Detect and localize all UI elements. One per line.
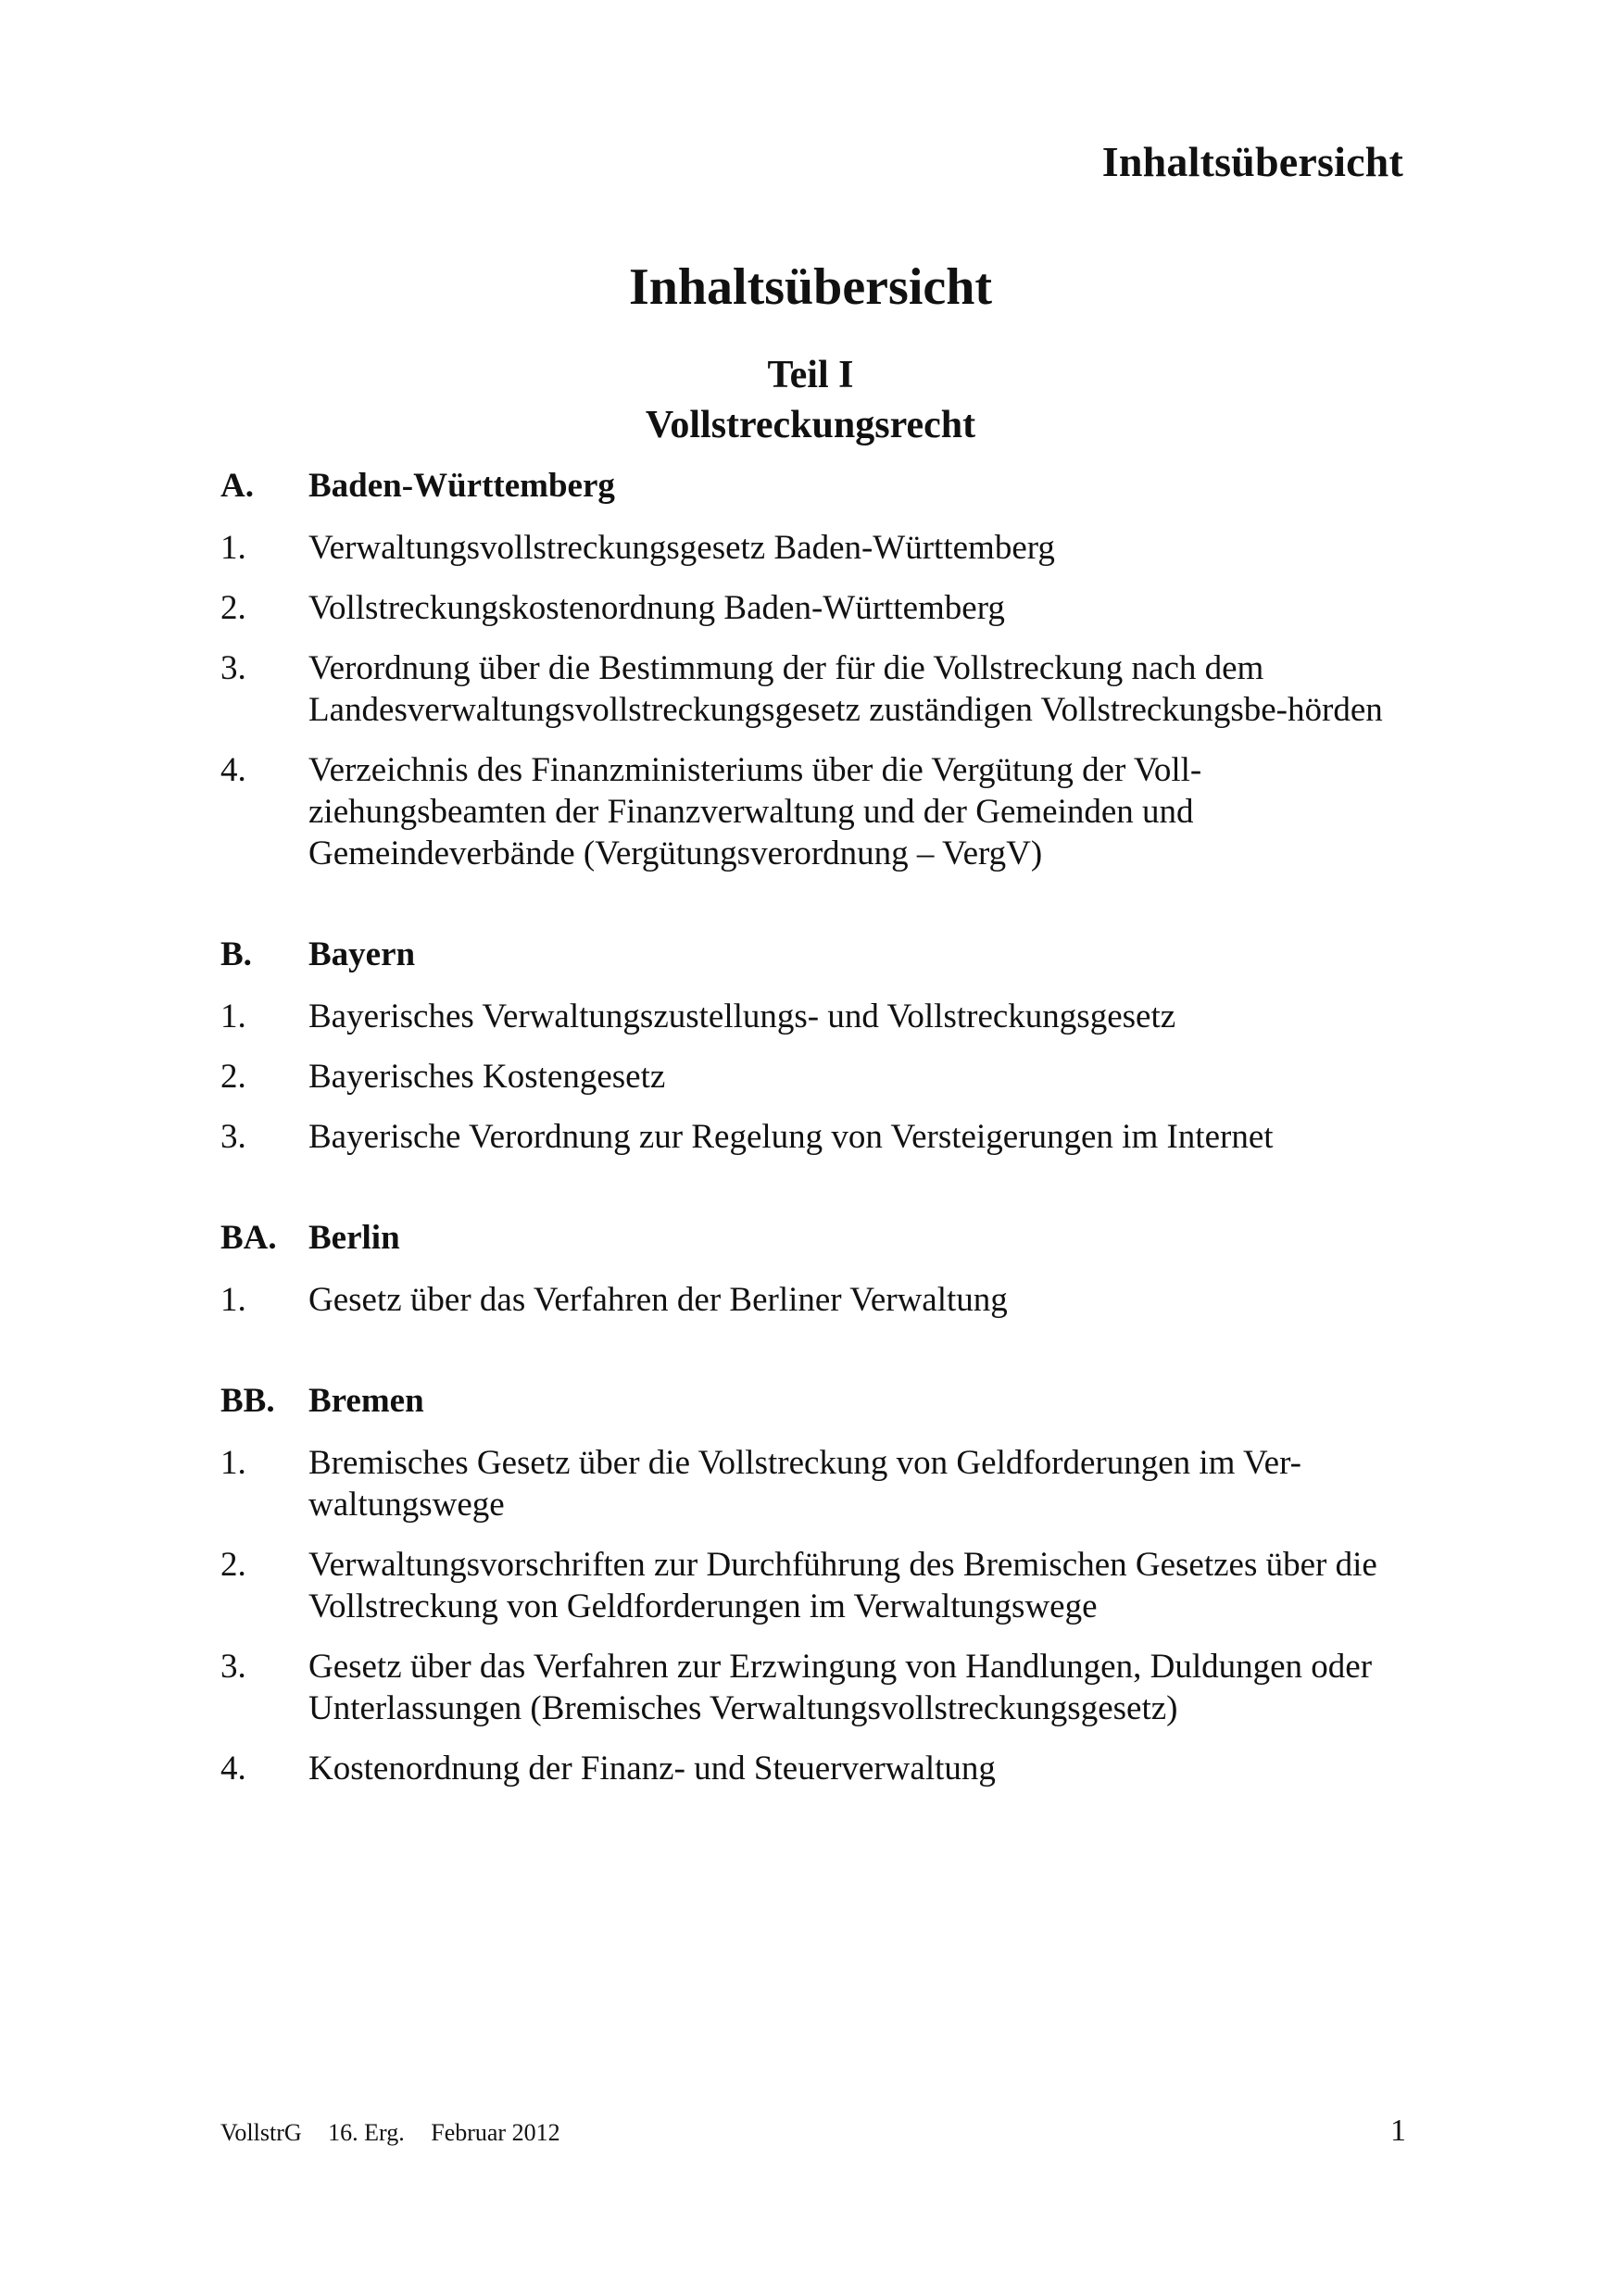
entry-title: Bayerisches Verwaltungszustellungs- und Vollstreckungsgesetz [308, 997, 1176, 1035]
footer-date: Februar 2012 [431, 2119, 560, 2146]
toc-entry [220, 1056, 1406, 1098]
entry-title: Bayerisches Kostengesetz [308, 1058, 666, 1096]
entry-number: 1. [220, 529, 246, 567]
page-number: 1 [1390, 2114, 1406, 2148]
section-bayern [220, 934, 1406, 1158]
entry-number: 2. [220, 589, 246, 627]
entry-number: 4. [220, 1750, 246, 1788]
section-letter: B. [220, 935, 252, 973]
footer-supplement: 16. Erg. [328, 2119, 405, 2146]
entry-title: Verzeichnis des Finanzministeriums über die Vergütung der Voll-ziehungsbeamten der Finanzverwaltung und der Gemeinden und Gemeindeverbände (Vergütungsverordnung – VergV) [308, 751, 1202, 872]
toc-entry [220, 647, 1406, 731]
section-heading [220, 934, 1406, 975]
toc-entry [220, 1116, 1406, 1158]
entry-title: Bayerische Verordnung zur Regelung von Versteigerungen im Internet [308, 1118, 1274, 1156]
section-bremen [220, 1380, 1406, 1789]
toc-entry [220, 587, 1406, 629]
entry-title: Bremisches Gesetz über die Vollstreckung von Geldforderungen im Ver-waltungswege [308, 1444, 1301, 1524]
entry-title: Verordnung über die Bestimmung der für die Vollstreckung nach dem Landesverwaltungsvollstreckungsgesetz zuständigen Vollstreckungsbe-hörden [308, 649, 1383, 729]
page-footer [220, 2114, 1406, 2149]
running-header: Inhaltsübersicht [1101, 138, 1403, 185]
section-name: Berlin [308, 1219, 400, 1257]
toc-entry [220, 1442, 1406, 1525]
toc-entry [220, 527, 1406, 569]
toc-entry [220, 1748, 1406, 1789]
part-number: Teil I [767, 354, 854, 396]
entry-title: Vollstreckungskostenordnung Baden-Württemberg [308, 589, 1005, 627]
entry-title: Gesetz über das Verfahren der Berliner Verwaltung [308, 1281, 1008, 1319]
section-heading [220, 465, 1406, 507]
toc-entry [220, 1544, 1406, 1627]
toc-entry [220, 1646, 1406, 1729]
page-title: Inhaltsübersicht [628, 258, 993, 316]
entry-number: 1. [220, 1444, 246, 1482]
section-letter: BA. [220, 1219, 277, 1257]
entry-number: 3. [220, 1648, 246, 1686]
section-name: Baden-Württemberg [308, 467, 615, 505]
footer-info [220, 2119, 581, 2147]
footer-abbreviation: VollstrG [220, 2119, 302, 2146]
entry-number: 4. [220, 751, 246, 789]
table-of-contents [220, 465, 1406, 1849]
part-heading [0, 350, 1621, 450]
section-name: Bremen [308, 1382, 424, 1420]
entry-title: Verwaltungsvollstreckungsgesetz Baden-Württemberg [308, 529, 1055, 567]
entry-number: 2. [220, 1546, 246, 1584]
section-baden-wuerttemberg [220, 465, 1406, 874]
entry-title: Kostenordnung der Finanz- und Steuerverwaltung [308, 1750, 996, 1788]
section-letter: BB. [220, 1382, 275, 1420]
toc-entry [220, 1279, 1406, 1321]
part-name: Vollstreckungsrecht [645, 404, 976, 446]
toc-entry [220, 749, 1406, 874]
entry-title: Gesetz über das Verfahren zur Erzwingung von Handlungen, Duldungen oder Unterlassungen (Bremisches Verwaltungsvollstreckungsgesetz) [308, 1648, 1373, 1727]
section-letter: A. [220, 467, 254, 505]
entry-number: 3. [220, 649, 246, 687]
entry-number: 3. [220, 1118, 246, 1156]
entry-title: Verwaltungsvorschriften zur Durchführung des Bremischen Gesetzes über die Vollstreckung von Geldforderungen im Verwaltungswege [308, 1546, 1377, 1625]
entry-number: 1. [220, 997, 246, 1035]
entry-number: 2. [220, 1058, 246, 1096]
toc-entry [220, 996, 1406, 1037]
section-name: Bayern [308, 935, 416, 973]
section-berlin [220, 1217, 1406, 1321]
section-heading [220, 1380, 1406, 1422]
entry-number: 1. [220, 1281, 246, 1319]
section-heading [220, 1217, 1406, 1259]
